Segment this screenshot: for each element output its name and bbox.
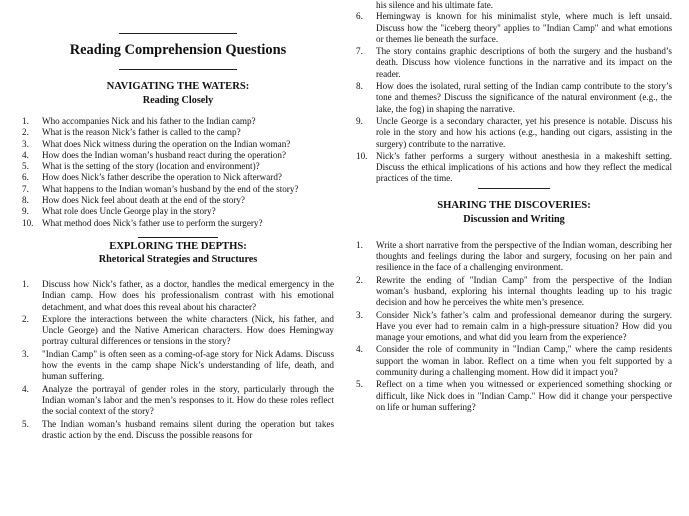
item-number: 6. bbox=[22, 172, 29, 183]
list-item bbox=[22, 384, 334, 418]
list-item bbox=[22, 349, 334, 383]
item-number: 4. bbox=[356, 344, 363, 355]
item-number: 5. bbox=[356, 379, 363, 390]
list-item bbox=[22, 150, 334, 161]
item-text: Consider Nick’s father’s calm and professional demeanor during the surgery. Have you ever had to remain calm in a high-pressure situation? How did you manage your emotions, and what did you learn from the experience? bbox=[376, 309, 672, 343]
navigating-list bbox=[22, 116, 334, 229]
list-item bbox=[22, 116, 334, 127]
item-text: What does Nick witness during the operation on the Indian woman? bbox=[42, 138, 291, 149]
item-number: 1. bbox=[22, 116, 29, 126]
item-number: 8. bbox=[356, 81, 363, 92]
list-item bbox=[356, 81, 672, 115]
item-text: Hemingway is known for his minimalist style, where much is left unsaid. Discuss how the "iceberg theory" applies to "Indian Camp" and what emotions or themes lie beneath the surface. bbox=[376, 11, 672, 44]
navigating-heading: NAVIGATING THE WATERS: bbox=[106, 81, 250, 92]
item-text: The Indian woman’s husband remains silent during the operation but takes drastic action by the end. Discuss the possible reasons for bbox=[42, 418, 334, 440]
sharing-subheading: Discussion and Writing bbox=[463, 214, 565, 226]
item-text: How does Nick feel about death at the end of the story? bbox=[42, 195, 245, 206]
item-number: 5. bbox=[22, 418, 29, 429]
item-text: Reflect on a time when you witnessed or experienced something shocking or difficult, like Nick does in "Indian Camp." How did it change your perspective on life or human suffering? bbox=[376, 379, 672, 412]
list-item bbox=[356, 116, 672, 150]
item-text: Rewrite the ending of "Indian Camp" from the perspective of the Indian woman’s husband, exploring his internal thoughts leading up to his tragic decision and how he perceives the white men’s presence. bbox=[376, 274, 672, 308]
navigating-subheading: Reading Closely bbox=[142, 94, 214, 106]
item-text: The story contains graphic descriptions of both the surgery and the husband’s death. Discuss how violence functions in the narrative and its impact on the reader. bbox=[376, 46, 672, 79]
section-divider bbox=[138, 237, 218, 238]
item-text: Uncle George is a secondary character, yet his presence is notable. Discuss his role in the story and how his actions (e.g., handing out cigars, assisting in the surgery) contribute to the narrative. bbox=[376, 115, 672, 149]
item-number: 3. bbox=[22, 138, 29, 149]
item-number: 3. bbox=[356, 309, 363, 320]
exploring-subheading: Rhetorical Strategies and Structures bbox=[98, 254, 258, 266]
list-item bbox=[22, 184, 334, 195]
item-number: 5. bbox=[22, 161, 29, 172]
list-item bbox=[22, 195, 334, 206]
list-item bbox=[22, 419, 334, 442]
item-number: 7. bbox=[22, 183, 29, 194]
list-item bbox=[22, 314, 334, 348]
item-text: "Indian Camp" is often seen as a coming-of-age story for Nick Adams. Discuss how the events in the camp shape Nick’s understanding of life, death, and human suffering. bbox=[42, 348, 334, 382]
page-title: Reading Comprehension Questions bbox=[69, 42, 287, 58]
exploring-list bbox=[22, 279, 334, 441]
item-number: 2. bbox=[22, 313, 29, 324]
item-text: Analyze the portrayal of gender roles in the story, particularly through the Indian woman’s labor and the men’s responses to it. How do these roles reflect the social context of the story? bbox=[42, 383, 334, 417]
list-item bbox=[356, 11, 672, 45]
right-column bbox=[356, 0, 672, 413]
item-text: What role does Uncle George play in the story? bbox=[42, 206, 216, 217]
item-text: How does Nick’s father describe the operation to Nick afterward? bbox=[42, 172, 282, 183]
list-item bbox=[356, 240, 672, 274]
item-text: Who accompanies Nick and his father to the Indian camp? bbox=[42, 116, 256, 126]
item-number: 4. bbox=[22, 383, 29, 394]
continuation-text: his silence and his ultimate fate. bbox=[376, 0, 494, 10]
item-text: What method does Nick’s father use to perform the surgery? bbox=[42, 217, 263, 228]
item-text: What is the setting of the story (location and environment)? bbox=[42, 161, 260, 172]
sharing-heading: SHARING THE DISCOVERIES: bbox=[437, 199, 591, 211]
item-text: Write a short narrative from the perspective of the Indian woman, describing her thoughts and feelings during the labor and surgery, focusing on her pain and resilience in the face of a challenging environment. bbox=[376, 239, 672, 273]
list-item bbox=[356, 46, 672, 80]
list-item bbox=[356, 379, 672, 413]
left-column bbox=[22, 0, 334, 441]
item-text: Discuss how Nick’s father, as a doctor, handles the medical emergency in the Indian camp. How does his professionalism contrast with his emotional detachment, and what does this reveal about his character? bbox=[42, 278, 334, 312]
list-item bbox=[356, 151, 672, 185]
item-number: 7. bbox=[356, 46, 363, 57]
list-item bbox=[22, 218, 334, 229]
item-number: 1. bbox=[356, 239, 363, 250]
item-number: 8. bbox=[22, 195, 29, 206]
exploring-list-continued bbox=[356, 11, 672, 184]
item-number: 9. bbox=[356, 115, 363, 126]
list-item bbox=[22, 279, 334, 313]
list-item bbox=[22, 127, 334, 138]
title-rule-bottom bbox=[119, 69, 237, 70]
list-item bbox=[356, 344, 672, 378]
sharing-list bbox=[356, 240, 672, 413]
item-text: What is the reason Nick’s father is called to the camp? bbox=[42, 127, 241, 138]
list-item bbox=[22, 172, 334, 183]
item-text: How does the Indian woman’s husband react during the operation? bbox=[42, 149, 287, 160]
exploring-heading: EXPLORING THE DEPTHS: bbox=[109, 240, 247, 252]
list-item bbox=[356, 310, 672, 344]
item-number: 3. bbox=[22, 348, 29, 359]
list-item bbox=[22, 206, 334, 217]
item-number: 6. bbox=[356, 11, 363, 22]
list-item bbox=[22, 161, 334, 172]
item-number: 1. bbox=[22, 278, 29, 289]
item-number: 9. bbox=[22, 206, 29, 217]
title-rule-top bbox=[119, 33, 237, 34]
item-number: 2. bbox=[22, 127, 29, 138]
item-text: Nick’s father performs a surgery without anesthesia in a makeshift setting. Discuss the ethical implications of his actions and how they reflect the medical practices of the time. bbox=[376, 150, 672, 184]
item-text: How does the isolated, rural setting of the Indian camp contribute to the story’s tone and themes? Discuss the significance of the natural environment (e.g., the lake, the fog) in shaping the narrative. bbox=[376, 81, 672, 114]
item-number: 10. bbox=[22, 217, 34, 228]
item-number: 10. bbox=[356, 150, 368, 161]
section-divider bbox=[478, 188, 550, 189]
item-number: 4. bbox=[22, 149, 29, 160]
item-text: What happens to the Indian woman’s husband by the end of the story? bbox=[42, 183, 299, 194]
item-text: Explore the interactions between the white characters (Nick, his father, and Uncle George) and the Native American characters. How does Hemingway portray cultural differences or tensions in the story? bbox=[42, 313, 334, 347]
list-item bbox=[22, 139, 334, 150]
list-item bbox=[356, 275, 672, 309]
item-text: Consider the role of community in "Indian Camp," where the camp residents support the woman in labor. Reflect on a time when you felt supported by a community during a challenging moment. How did it impact you? bbox=[376, 344, 672, 378]
item-number: 2. bbox=[356, 274, 363, 285]
